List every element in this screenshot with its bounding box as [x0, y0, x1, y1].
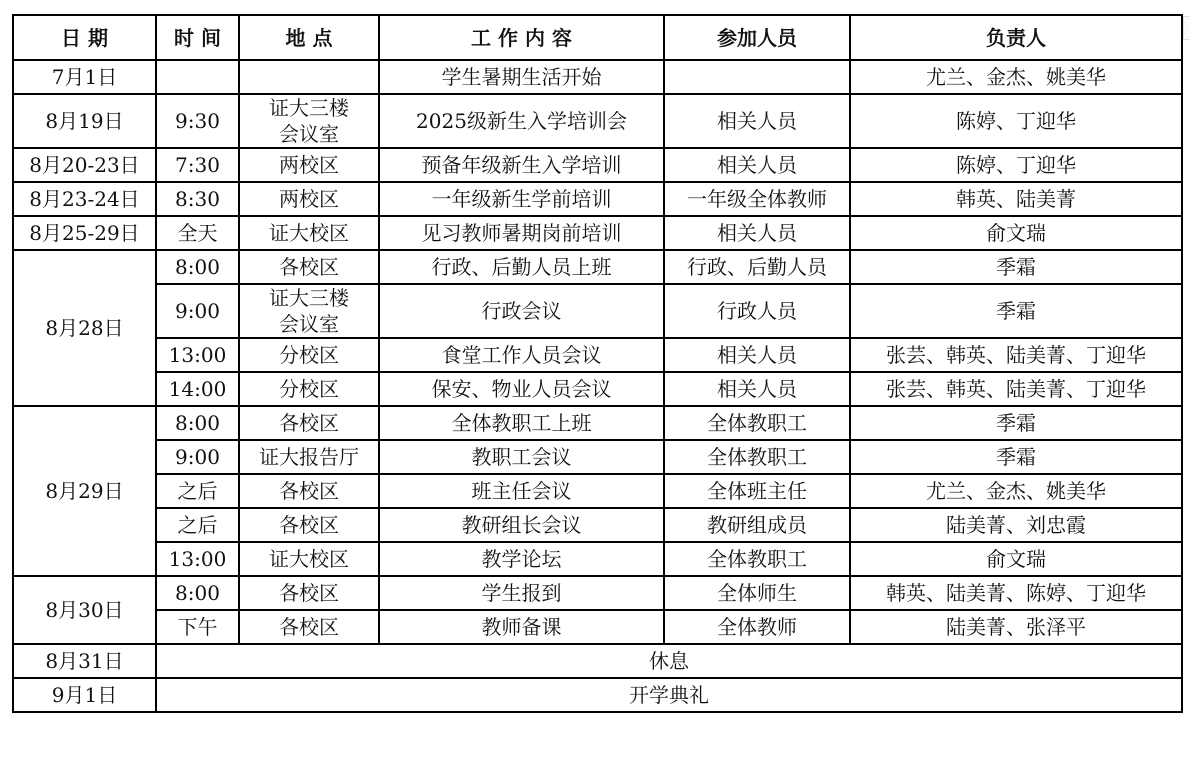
table-row	[13, 94, 1182, 148]
cell-responsible: 陈婷、丁迎华	[850, 94, 1182, 148]
cell-location: 各校区	[239, 406, 379, 440]
cell-date: 8月31日	[13, 644, 156, 678]
cell-date: 8月23-24日	[13, 182, 156, 216]
cell-content: 学生暑期生活开始	[379, 60, 664, 94]
cell-responsible: 张芸、韩英、陆美菁、丁迎华	[850, 338, 1182, 372]
cell-participants: 全体教师	[664, 610, 850, 644]
cell-merged-content: 休息	[156, 644, 1182, 678]
cell-responsible: 陆美菁、刘忠霞	[850, 508, 1182, 542]
cell-participants: 相关人员	[664, 148, 850, 182]
cell-date-merged: 8月28日	[13, 250, 156, 406]
table-row	[13, 576, 1182, 610]
header-responsible: 负责人	[850, 15, 1182, 60]
cell-participants: 相关人员	[664, 372, 850, 406]
cell-content: 一年级新生学前培训	[379, 182, 664, 216]
cell-participants	[664, 60, 850, 94]
cell-content: 教职工会议	[379, 440, 664, 474]
cell-responsible: 季霜	[850, 440, 1182, 474]
cell-date-merged: 8月29日	[13, 406, 156, 576]
cell-location: 证大报告厅	[239, 440, 379, 474]
cell-location: 分校区	[239, 338, 379, 372]
cell-time: 9:00	[156, 440, 239, 474]
cell-date-merged: 8月30日	[13, 576, 156, 644]
table-row	[13, 678, 1182, 712]
cell-responsible: 陆美菁、张泽平	[850, 610, 1182, 644]
cell-participants: 全体教职工	[664, 406, 850, 440]
table-row	[13, 60, 1182, 94]
cell-content: 见习教师暑期岗前培训	[379, 216, 664, 250]
cell-content: 教学论坛	[379, 542, 664, 576]
cell-responsible: 季霜	[850, 250, 1182, 284]
table-row	[13, 338, 1182, 372]
table-row	[13, 542, 1182, 576]
cell-time: 8:00	[156, 406, 239, 440]
cell-location: 各校区	[239, 508, 379, 542]
cell-content: 学生报到	[379, 576, 664, 610]
cell-responsible: 季霜	[850, 284, 1182, 338]
cell-participants: 行政人员	[664, 284, 850, 338]
cell-participants: 一年级全体教师	[664, 182, 850, 216]
cell-time: 之后	[156, 474, 239, 508]
table-row	[13, 508, 1182, 542]
cell-participants: 相关人员	[664, 94, 850, 148]
cell-time	[156, 60, 239, 94]
cell-content: 行政、后勤人员上班	[379, 250, 664, 284]
cell-location: 各校区	[239, 610, 379, 644]
table-row	[13, 644, 1182, 678]
location-line: 会议室	[279, 312, 339, 336]
header-date: 日 期	[13, 15, 156, 60]
cell-time: 8:00	[156, 250, 239, 284]
cell-time: 9:00	[156, 284, 239, 338]
location-line: 证大三楼	[269, 286, 349, 310]
location-line: 证大三楼	[269, 96, 349, 120]
cell-location: 各校区	[239, 250, 379, 284]
header-row	[13, 15, 1182, 60]
cell-content: 教研组长会议	[379, 508, 664, 542]
table-row	[13, 284, 1182, 338]
table-row	[13, 216, 1182, 250]
table-row	[13, 610, 1182, 644]
cell-time: 下午	[156, 610, 239, 644]
cell-time: 8:30	[156, 182, 239, 216]
cell-time: 全天	[156, 216, 239, 250]
cell-time: 7:30	[156, 148, 239, 182]
table-row	[13, 372, 1182, 406]
cell-date: 8月20-23日	[13, 148, 156, 182]
cell-location: 证大校区	[239, 216, 379, 250]
cell-location: 各校区	[239, 474, 379, 508]
table-row	[13, 474, 1182, 508]
cell-participants: 全体班主任	[664, 474, 850, 508]
cell-content: 保安、物业人员会议	[379, 372, 664, 406]
location-line: 会议室	[279, 122, 339, 146]
header-time: 时 间	[156, 15, 239, 60]
header-participants: 参加人员	[664, 15, 850, 60]
cell-responsible: 季霜	[850, 406, 1182, 440]
cell-content: 2025级新生入学培训会	[379, 94, 664, 148]
cell-responsible: 俞文瑞	[850, 542, 1182, 576]
cell-participants: 行政、后勤人员	[664, 250, 850, 284]
cell-location	[239, 284, 379, 338]
cell-participants: 教研组成员	[664, 508, 850, 542]
cell-date: 7月1日	[13, 60, 156, 94]
cell-date: 8月25-29日	[13, 216, 156, 250]
table-row	[13, 250, 1182, 284]
cell-location: 各校区	[239, 576, 379, 610]
cell-content: 班主任会议	[379, 474, 664, 508]
header-content: 工 作 内 容	[379, 15, 664, 60]
cell-location: 两校区	[239, 148, 379, 182]
schedule-table	[12, 14, 1183, 713]
table-row	[13, 182, 1182, 216]
cell-time: 14:00	[156, 372, 239, 406]
table-row	[13, 148, 1182, 182]
cell-location	[239, 60, 379, 94]
cell-responsible: 陈婷、丁迎华	[850, 148, 1182, 182]
cell-responsible: 张芸、韩英、陆美菁、丁迎华	[850, 372, 1182, 406]
cell-merged-content: 开学典礼	[156, 678, 1182, 712]
cell-responsible: 尤兰、金杰、姚美华	[850, 474, 1182, 508]
cell-participants: 相关人员	[664, 216, 850, 250]
cell-participants: 相关人员	[664, 338, 850, 372]
cell-responsible: 韩英、陆美菁	[850, 182, 1182, 216]
cell-content: 行政会议	[379, 284, 664, 338]
cell-participants: 全体师生	[664, 576, 850, 610]
cell-content: 教师备课	[379, 610, 664, 644]
cell-responsible: 韩英、陆美菁、陈婷、丁迎华	[850, 576, 1182, 610]
cell-time: 8:00	[156, 576, 239, 610]
cell-participants: 全体教职工	[664, 440, 850, 474]
cell-participants: 全体教职工	[664, 542, 850, 576]
cell-date: 9月1日	[13, 678, 156, 712]
cell-responsible: 尤兰、金杰、姚美华	[850, 60, 1182, 94]
cell-time: 之后	[156, 508, 239, 542]
cell-location: 两校区	[239, 182, 379, 216]
cell-time: 13:00	[156, 542, 239, 576]
cell-content: 全体教职工上班	[379, 406, 664, 440]
cell-responsible: 俞文瑞	[850, 216, 1182, 250]
cell-time: 9:30	[156, 94, 239, 148]
cell-location: 证大校区	[239, 542, 379, 576]
cell-content: 预备年级新生入学培训	[379, 148, 664, 182]
cell-content: 食堂工作人员会议	[379, 338, 664, 372]
header-location: 地 点	[239, 15, 379, 60]
cell-location: 分校区	[239, 372, 379, 406]
table-row	[13, 406, 1182, 440]
table-row	[13, 440, 1182, 474]
cell-time: 13:00	[156, 338, 239, 372]
cell-date: 8月19日	[13, 94, 156, 148]
page-edge-marker	[1183, 16, 1190, 40]
cell-location	[239, 94, 379, 148]
